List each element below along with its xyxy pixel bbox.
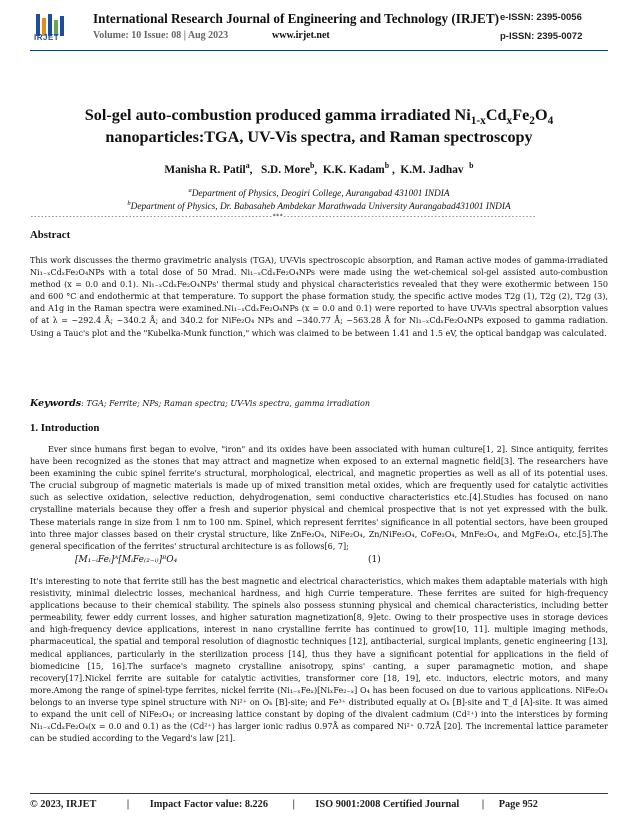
journal-name: International Research Journal of Engineering and Technology (IRJET) [93, 11, 500, 26]
introduction-heading: 1. Introduction [30, 422, 100, 434]
title-line-1: Sol-gel auto-combustion produced gamma irradiated $Ni_{1-x}Cd_xFe_2O_4$ [84, 106, 554, 128]
journal-header [0, 0, 638, 50]
section-separator: ---------------------------------------------------------------------***------------------------------------------------------------------------ [30, 213, 536, 220]
logo-text: IRJET [34, 33, 60, 42]
author: K.M. Jadhav [400, 164, 464, 176]
abstract-text: This work discusses the thermo gravimetric analysis (TGA), UV-Vis spectroscopic absorption, and Raman active modes of gamma-irradiated Ni₁₋ₓCdₓFe₂O₄NPs with a total dose of 50 Mrad. Ni₁₋ₓCdₓFe₂O₄NPs were made using the wet-chemical sol-gel assisted auto-combustion method (x = 0.0 and 0.1). Ni₁₋ₓCdₓFe₂O₄NPs' thermal study and physical characteristics revealed that they were exothermic between 150 and 600 °C and endothermic at that temperature. To support the phase formation study, the specific active modes T2g (1), T2g (2), T2g (3), and A1g in the Raman spectra were examined.Ni₁₋ₓCdₓFe₂O₄NPs (x = 0.0 and 0.1) were reported to have UV-Vis spectral absorption values of at λ = ~292.4 Å; ~340.2 Å; and 340.2 for NiFe₂O₄ NPs and ~340.77 Å; ~563.28 Å for Ni₁₋ₓCdₓFe₂O₄NPs exposed to gamma radiation. Using a Tauc's plot and the "Kubelka-Munk function," which was claimed to be between 1.41 and 1.5 eV, the optical bandgap was calculated. [30, 256, 608, 338]
author: K.K. Kadam [322, 164, 385, 176]
footer-separator: | [292, 799, 295, 810]
p-issn: p-ISSN: 2395-0072 [500, 31, 583, 42]
keywords-list: : TGA; Ferrite; NPs; Raman spectra; UV-Vis spectra, gamma irradiation [81, 399, 371, 408]
equation-number: (1) [368, 555, 381, 565]
paper-title [30, 104, 608, 148]
e-issn: e-ISSN: 2395-0056 [500, 12, 582, 23]
journal-website: www.irjet.net [272, 30, 330, 41]
equation-1: [M₁₋ᵢFeᵢ]ᴬ[MᵢFe₍₂₋ᵢ₎]ᴮO₄ [75, 555, 178, 565]
intro-paragraph-2: It's interesting to note that ferrite still has the best magnetic and electrical characteristics, which makes them adaptable materials with high resistivity, minimal dielectric losses, mechanical hardness, and high Currie temperature. These ferrites are suited for high-frequency applications because to their chemical stability. The spinels also possess stunning physical and chemical characteristics, including better permeability, fewer eddy current losses, and higher saturation magnetization[8, 9]etc. Owing to their prospective uses in storage devices and high-frequency device applications, interest in nano crystalline ferrite has continued to grow[10, 11]. multiple imaging methods, pharmaceutical, the spatial and temporal resolution of diagnostic techniques [12], antibacterial, surgical implants, genetic engineering [13], medical appliances, particularly in the sterilization process [14], thus they have a significant potential for applications in the field of biomedicine [15, 16].The surface's magneto crystalline anisotropy, spins' canting, a super paramagnetic motion, and shape recovery[17].Nickel ferrite are suitable for catalytic activities, transformer core [18, 19], etc. inductors, electric motors, and many more.Among the range of spinel-type ferrites, nickel ferrite (Ni₁₋ₓFeₓ)[NiₓFe₂₋ₓ] O₄ has been focused on due to various applications. NiFe₂O₄ belongs to an inverse type spinel structure with Ni²⁺ on Oₕ [B]-site; and Fe³⁺ distributed equally at Oₕ [B]-site and T_d [A]-site. It was aimed to expand the unit cell of NiFe₂O₄; or increasing lattice constant by doping of the divalent cadmium (Cd²⁺) into the interstices by forming Ni₁₋ₓCdₓFe₂O₄(x = 0.0 and 0.1) as the (Cd²⁺) has larger ionic radius 0.97Å as compared Ni²⁺ 0.72Å [20]. The incremental lattice parameter can be studied according to the Vegard's law [21]. [30, 577, 608, 744]
affiliation-a: $^a$Department of Physics, Deogiri College, Aurangabad 431001 INDIA [188, 186, 450, 199]
journal-volume: Volume: 10 Issue: 08 | Aug 2023 [93, 30, 229, 41]
footer-separator: | [126, 799, 130, 810]
author: S.D. More [260, 164, 310, 176]
footer-page-number: Page 952 [498, 799, 538, 810]
footer-copyright: © 2023, IRJET [30, 799, 97, 810]
affiliation-b: $^b$Department of Physics, Dr. Babasaheb Ambdekar Marathwada University Aurangabad431001 INDIA [127, 199, 511, 212]
footer-rule [30, 793, 608, 794]
footer-impact-factor: Impact Factor value: 8.226 [149, 799, 268, 810]
author: Manisha R. Patil [164, 164, 246, 176]
footer-iso: ISO 9001:2008 Certified Journal [315, 799, 460, 810]
intro-paragraph-1: Ever since humans first began to evolve, "iron" and its oxides have been associated with human culture[1, 2]. Since antiquity, ferrites have been recognized as the stones that may attract and magnetize when exposed to an external magnetic field[3]. The researchers have been examining the cubic spinel ferrite's structural, morphological, electrical, and magnetic properties as well as all of its potential uses. The crucial subgroup of magnetic materials is made up of mixed transition metal oxides, which are frequently used for catalytic activities such as selective oxidation, selective reduction, dehydrogenation, semi conductive characteristics etc.[4].Studies has focused on nano crystalline materials because they offer a fresh and superior physical and chemical prospective that is not yet expressed with the bulk. These materials range in size from 1 nm to 100 nm. Spinel, which represent ferrites' significance in all potential sectors, have been grouped into three major classes based on their crystal structure, like ZnFe₂O₄, NiFe₂O₄, Zn/NiFe₂O₄, CoFe₂O₄, MnFe₂O₄, and MgFe₂O₄, etc.[5].The general specification of the ferrites' structural architecture is as follows[6, 7]; [30, 445, 608, 551]
footer-separator: | [481, 799, 485, 810]
page-footer [30, 799, 608, 810]
keywords-label: Keywords [30, 398, 82, 409]
title-line-2: nanoparticles:TGA, UV-Vis spectra, and Raman spectroscopy [105, 128, 533, 146]
author-list: Manisha R. Patil$^a$, S.D. More$^b$, K.K. Kadam$^b$ , K.M. Jadhav $^b$ [164, 161, 474, 176]
abstract-heading: Abstract [30, 229, 71, 241]
keywords [30, 398, 370, 409]
header-rule [30, 50, 608, 51]
